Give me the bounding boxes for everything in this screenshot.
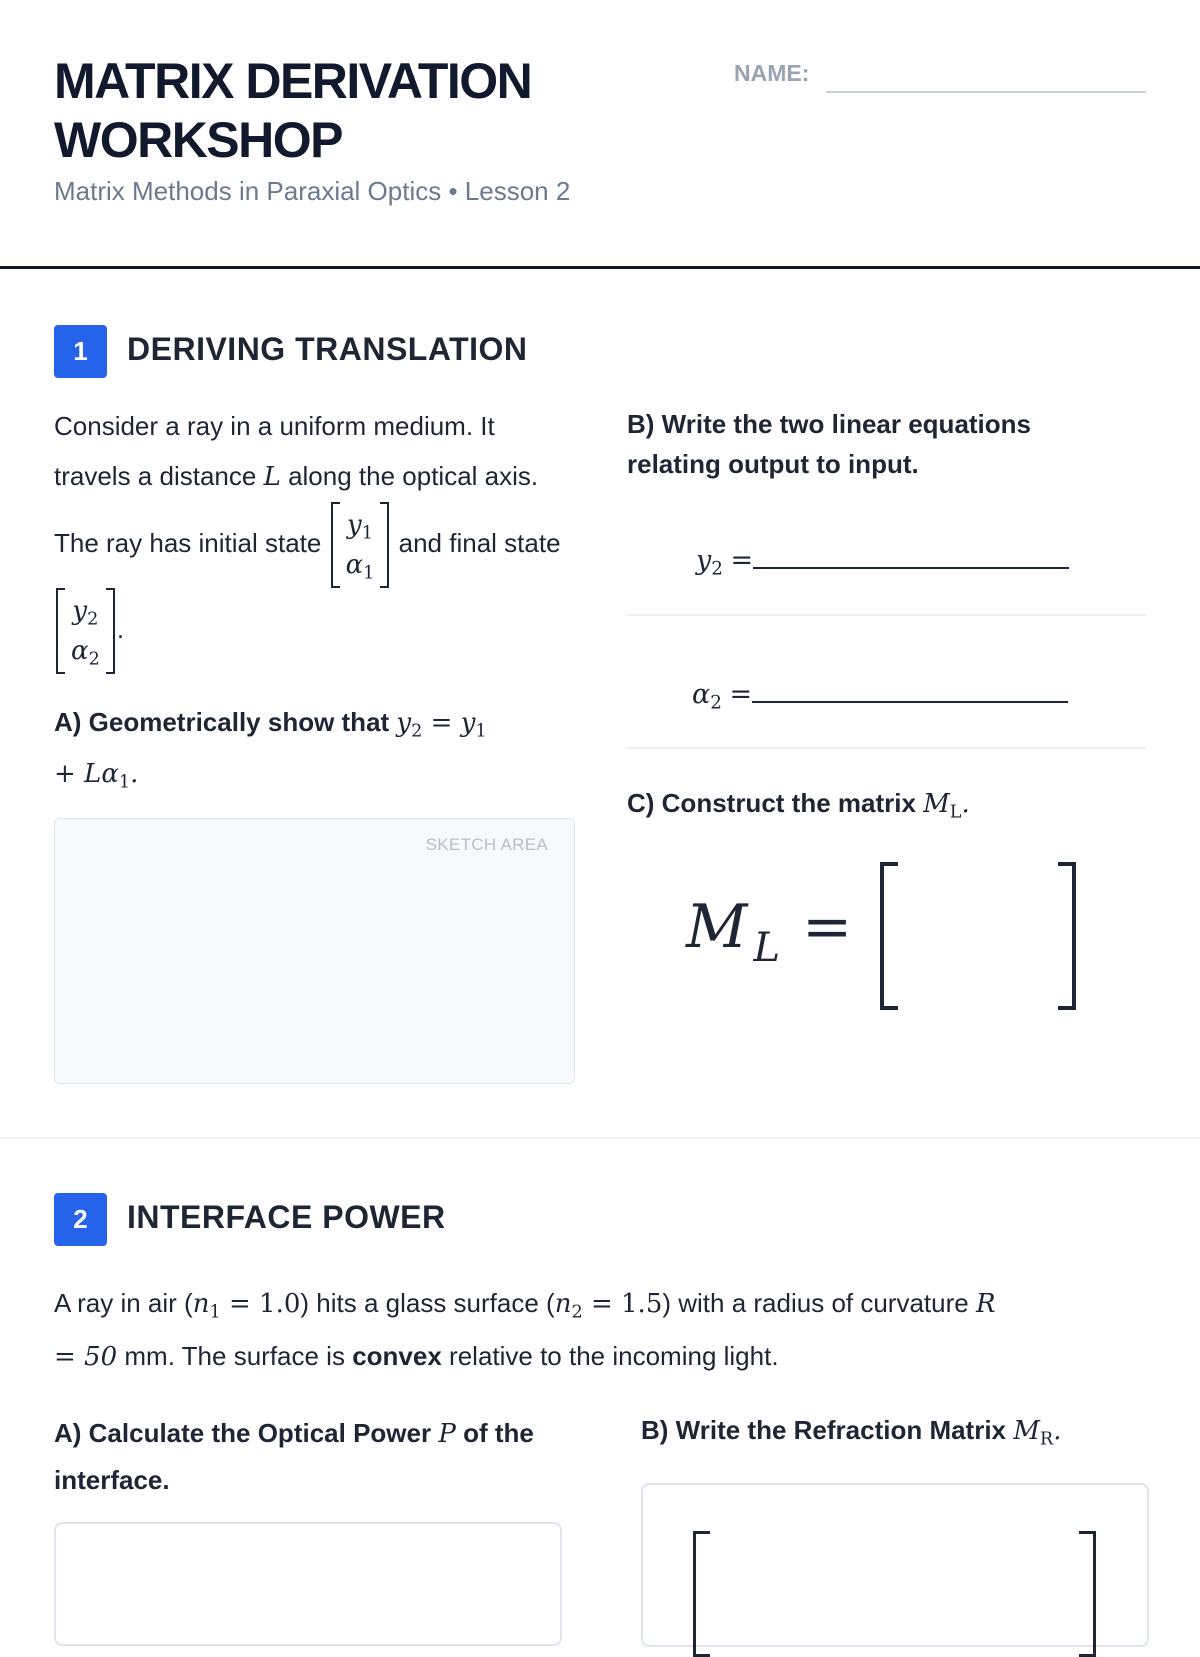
equation-alpha2: $\alpha_2$ = [692, 679, 1068, 710]
refraction-matrix-answer-box[interactable] [641, 1483, 1149, 1647]
translation-matrix-equation: M $_L$ = [686, 892, 853, 971]
equation-y2: $y_2$ = [696, 545, 1069, 576]
refraction-matrix-left-bracket [693, 1531, 710, 1657]
matrix-left-bracket [880, 862, 898, 1010]
section-2-problem: A ray in air $(n_1 = 1.0)$ hits a glass surface $(n_2 = 1.5)$ with a radius of curvature R = 50 mm. The surface is convex relative to the incoming light. [54, 1288, 996, 1372]
page-title [54, 52, 531, 170]
question-2a: A) Calculate the Optical Power P of the interface. [54, 1418, 534, 1495]
alpha2-answer-blank[interactable] [752, 679, 1068, 703]
question-1a: A) Geometrically show that $y_2 = y_1$ + $L\alpha_1$. [54, 707, 487, 793]
matrix-right-bracket [1058, 862, 1076, 1010]
name-label: NAME: [734, 60, 810, 86]
refraction-matrix-right-bracket [1079, 1531, 1096, 1657]
section-2-title: INTERFACE POWER [127, 1199, 446, 1235]
title-line-2: WORKSHOP [54, 112, 342, 168]
divider-alpha2 [627, 747, 1147, 749]
question-1b: B) Write the two linear equations relating output to input. [627, 409, 1032, 479]
name-input-line[interactable] [826, 91, 1146, 93]
initial-state-vector: $y_1$ $\alpha_1$ [331, 502, 390, 588]
question-2b: B) Write the Refraction Matrix $M_R$. [641, 1415, 1062, 1450]
divider-y2 [627, 614, 1147, 616]
optical-power-answer-box[interactable] [54, 1522, 562, 1646]
section-1-badge: 1 [54, 325, 107, 378]
page-subtitle: Matrix Methods in Paraxial Optics • Lesson 2 [54, 176, 571, 206]
sketch-area-label: SKETCH AREA [425, 835, 548, 854]
section-1-intro: Consider a ray in a uniform medium. It travels a distance L along the optical axis. The ray has initial state $y_1$ $\alpha_1$ and final state $y_2$ $\alpha_2$ . [54, 401, 574, 674]
section-2-badge: 2 [54, 1193, 107, 1246]
y2-answer-blank[interactable] [753, 545, 1069, 569]
question-1c: C) Construct the matrix $M_L$. [627, 788, 970, 823]
final-state-vector: $y_2$ $\alpha_2$ [56, 588, 115, 674]
title-line-1: MATRIX DERIVATION [54, 53, 532, 109]
sketch-area[interactable] [54, 818, 575, 1084]
section-1-title: DERIVING TRANSLATION [127, 331, 528, 367]
header-divider [0, 266, 1200, 269]
section-divider [0, 1137, 1200, 1139]
